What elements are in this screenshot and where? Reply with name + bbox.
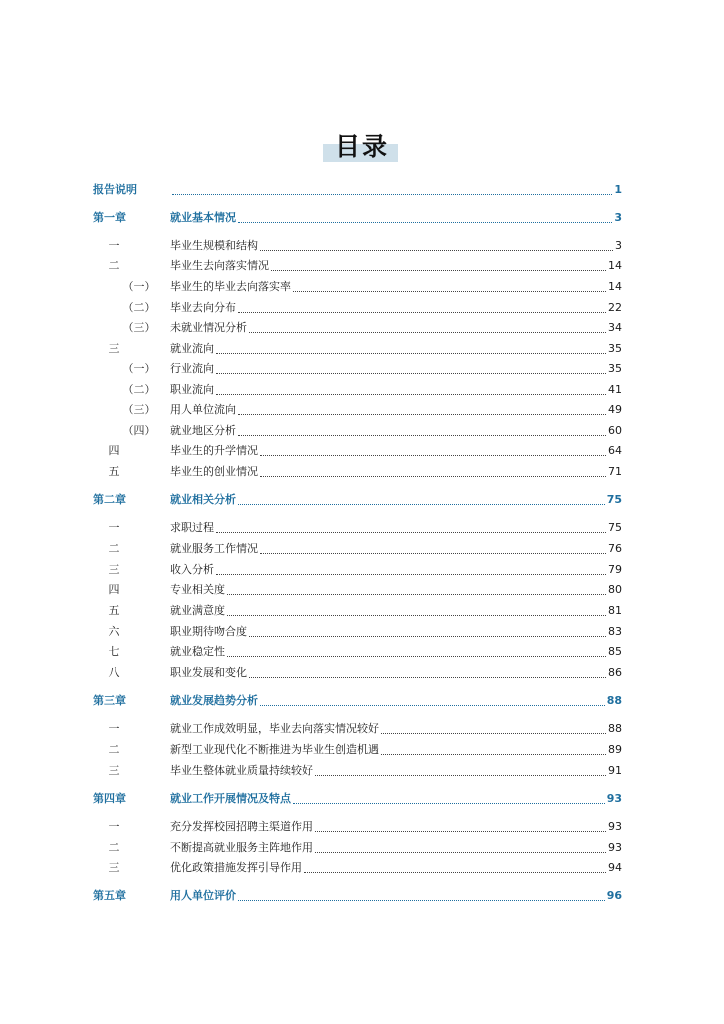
- dot-leader: [260, 447, 606, 456]
- dot-leader: [260, 697, 605, 706]
- toc-entry-page: 91: [608, 764, 622, 777]
- toc-entry-page: 93: [606, 792, 622, 805]
- toc-entry-label: 毕业生的升学情况: [170, 444, 258, 457]
- toc-entry[interactable]: [0, 339, 724, 359]
- toc-entry-label: 毕业生的创业情况: [170, 465, 258, 478]
- toc-entry[interactable]: [0, 539, 724, 559]
- toc-entry-line: [170, 580, 622, 600]
- toc-entry-label: 毕业去向分布: [170, 301, 236, 314]
- dot-leader: [227, 586, 606, 595]
- toc-entry-page: 1: [614, 183, 622, 196]
- dot-leader: [381, 746, 606, 755]
- toc-entry[interactable]: [0, 817, 724, 837]
- toc-entry-page: 89: [608, 743, 622, 756]
- toc-entry-line: [170, 421, 622, 441]
- toc-entry-number: 一: [108, 521, 120, 534]
- toc-entry-page: 88: [606, 694, 622, 707]
- toc-entry[interactable]: [0, 858, 724, 878]
- toc-entry-page: 80: [608, 583, 622, 596]
- dot-leader: [216, 365, 606, 374]
- toc-entry-label: 收入分析: [170, 563, 214, 576]
- toc-entry-line: [170, 601, 622, 621]
- toc-entry-page: 96: [606, 889, 622, 902]
- toc-entry-line: [170, 858, 622, 878]
- toc-entry-label: 未就业情况分析: [170, 321, 247, 334]
- toc-entry-label: 职业期待吻合度: [170, 625, 247, 638]
- toc-entry-label: 求职过程: [170, 521, 214, 534]
- toc-entry-label: 就业稳定性: [170, 645, 225, 658]
- dot-leader: [315, 844, 606, 853]
- dot-leader: [238, 406, 606, 415]
- toc-entry-line: [170, 539, 622, 559]
- toc-entry-page: 93: [608, 841, 622, 854]
- toc-entry-number: 第三章: [93, 694, 126, 707]
- toc-entry-label: 行业流向: [170, 362, 214, 375]
- dot-leader: [381, 725, 606, 734]
- dot-leader: [315, 767, 606, 776]
- toc-entry-label: 就业服务工作情况: [170, 542, 258, 555]
- toc-entry-label: 就业相关分析: [170, 493, 236, 506]
- toc-entry[interactable]: [0, 761, 724, 781]
- toc-entry-number: 第四章: [93, 792, 126, 805]
- dot-leader: [238, 496, 605, 505]
- dot-leader: [260, 545, 606, 554]
- toc-entry-label: 就业地区分析: [170, 424, 236, 437]
- toc-entry-number: 一: [108, 722, 120, 735]
- toc-entry-page: 85: [608, 645, 622, 658]
- toc-entry[interactable]: [0, 740, 724, 760]
- toc-entry-page: 14: [608, 280, 622, 293]
- toc-entry-line: [170, 886, 622, 906]
- dot-leader: [227, 607, 606, 616]
- toc-entry-line: [170, 789, 622, 809]
- dot-leader: [260, 468, 606, 477]
- toc-entry[interactable]: [0, 622, 724, 642]
- toc-entry-number: （三）: [122, 403, 156, 416]
- toc-entry-number: 第二章: [93, 493, 126, 506]
- toc-entry-line: [170, 691, 622, 711]
- toc-entry-page: 14: [608, 259, 622, 272]
- toc-entry-page: 94: [608, 861, 622, 874]
- toc-entry-line: [170, 817, 622, 837]
- dot-leader: [238, 427, 606, 436]
- title-block: [0, 127, 724, 167]
- toc-entry-number: （四）: [122, 424, 156, 437]
- toc-entry-label: 就业满意度: [170, 604, 225, 617]
- toc-entry-number: 七: [108, 645, 120, 658]
- toc-entry[interactable]: [0, 421, 724, 441]
- dot-leader: [260, 242, 613, 251]
- toc-entry-page: 71: [608, 465, 622, 478]
- toc-entry-line: [170, 318, 622, 338]
- toc-entry-page: 83: [608, 625, 622, 638]
- toc-entry[interactable]: [0, 318, 724, 338]
- toc-entry-label: 专业相关度: [170, 583, 225, 596]
- toc-entry-line: [170, 663, 622, 683]
- toc-entry-label: 就业基本情况: [170, 211, 236, 224]
- toc-entry[interactable]: [0, 298, 724, 318]
- toc-entry-page: 22: [608, 301, 622, 314]
- toc-entry-number: 三: [108, 861, 120, 874]
- toc-entry-line: [170, 298, 622, 318]
- toc-entry-page: 60: [608, 424, 622, 437]
- toc-entry-number: 报告说明: [93, 183, 137, 196]
- toc-entry-page: 75: [608, 521, 622, 534]
- toc-entry-label: 毕业生整体就业质量持续较好: [170, 764, 313, 777]
- toc-entry-number: 六: [108, 625, 120, 638]
- toc-entry[interactable]: [0, 642, 724, 662]
- toc-entry[interactable]: [0, 256, 724, 276]
- toc-entry-line: [170, 622, 622, 642]
- toc-entry-line: [170, 490, 622, 510]
- toc-entry[interactable]: [0, 462, 724, 482]
- toc-entry-number: 第一章: [93, 211, 126, 224]
- toc-entry[interactable]: [0, 886, 724, 906]
- toc-entry-number: 一: [108, 239, 120, 252]
- toc-entry-line: [170, 277, 622, 297]
- toc-entry-page: 79: [608, 563, 622, 576]
- toc-entry[interactable]: [0, 208, 724, 228]
- toc-entry-label: 就业工作开展情况及特点: [170, 792, 291, 805]
- toc-entry[interactable]: [0, 838, 724, 858]
- toc-entry-page: 88: [608, 722, 622, 735]
- toc-entry-page: 49: [608, 403, 622, 416]
- toc-entry-number: 二: [108, 542, 120, 555]
- toc-entry-line: [170, 441, 622, 461]
- toc-entry-page: 86: [608, 666, 622, 679]
- toc-entry[interactable]: [0, 441, 724, 461]
- toc-entry-line: [170, 761, 622, 781]
- toc-entry-page: 35: [608, 342, 622, 355]
- toc-entry-number: 三: [108, 764, 120, 777]
- dot-leader: [293, 795, 605, 804]
- toc-entry-page: 76: [608, 542, 622, 555]
- dot-leader: [216, 566, 606, 575]
- toc-entry[interactable]: [0, 380, 724, 400]
- toc-entry-page: 3: [614, 211, 622, 224]
- toc-entry-line: [170, 180, 622, 200]
- toc-entry-label: 毕业生的毕业去向落实率: [170, 280, 291, 293]
- toc-entry-number: 三: [108, 342, 120, 355]
- toc-entry-label: 毕业生规模和结构: [170, 239, 258, 252]
- dot-leader: [315, 823, 606, 832]
- dot-leader: [249, 669, 606, 678]
- dot-leader: [216, 386, 606, 395]
- toc-entry-line: [170, 740, 622, 760]
- toc-entry-number: 二: [108, 743, 120, 756]
- toc-entry-number: 第五章: [93, 889, 126, 902]
- dot-leader: [227, 648, 606, 657]
- toc-entry-page: 41: [608, 383, 622, 396]
- dot-leader: [238, 892, 605, 901]
- toc-entry-line: [170, 719, 622, 739]
- toc-entry-page: 35: [608, 362, 622, 375]
- toc-entry-line: [170, 208, 622, 228]
- dot-leader: [216, 524, 606, 533]
- toc-entry-line: [170, 380, 622, 400]
- toc-entry[interactable]: [0, 400, 724, 420]
- toc-entry[interactable]: [0, 560, 724, 580]
- dot-leader: [238, 214, 612, 223]
- toc-entry-label: 充分发挥校园招聘主渠道作用: [170, 820, 313, 833]
- toc-entry-page: 64: [608, 444, 622, 457]
- toc-entry[interactable]: [0, 789, 724, 809]
- toc-entry[interactable]: [0, 601, 724, 621]
- toc-entry[interactable]: [0, 691, 724, 711]
- toc-entry-number: （二）: [122, 383, 156, 396]
- toc-entry-line: [170, 359, 622, 379]
- toc-entry[interactable]: [0, 277, 724, 297]
- toc-entry-label: 就业流向: [170, 342, 214, 355]
- toc-entry-number: （一）: [122, 362, 156, 375]
- toc-entry[interactable]: [0, 663, 724, 683]
- toc-entry-page: 34: [608, 321, 622, 334]
- dot-leader: [293, 283, 606, 292]
- toc-entry-line: [170, 838, 622, 858]
- toc-entry-number: （一）: [122, 280, 156, 293]
- toc-entry[interactable]: [0, 180, 724, 200]
- toc-entry-label: 职业流向: [170, 383, 214, 396]
- toc-entry-number: （二）: [122, 301, 156, 314]
- toc-entry-label: 用人单位评价: [170, 889, 236, 902]
- toc-entry-number: 四: [108, 444, 120, 457]
- toc-entry-line: [170, 642, 622, 662]
- toc-entry-line: [170, 339, 622, 359]
- dot-leader: [249, 628, 606, 637]
- toc-entry-line: [170, 518, 622, 538]
- toc-entry-page: 75: [606, 493, 622, 506]
- dot-leader: [238, 304, 606, 313]
- toc-entry-line: [170, 236, 622, 256]
- toc-entry-number: 五: [108, 465, 120, 478]
- toc-entry-line: [170, 256, 622, 276]
- toc-entry-label: 就业工作成效明显，毕业去向落实情况较好: [170, 722, 379, 735]
- toc-entry-number: 四: [108, 583, 120, 596]
- toc-entry-number: 三: [108, 563, 120, 576]
- toc-entry-number: （三）: [122, 321, 156, 334]
- toc-entry-page: 93: [608, 820, 622, 833]
- toc-entry[interactable]: [0, 518, 724, 538]
- dot-leader: [249, 324, 606, 333]
- toc-entry-number: 二: [108, 841, 120, 854]
- toc-entry-page: 81: [608, 604, 622, 617]
- toc-entry-label: 毕业生去向落实情况: [170, 259, 269, 272]
- toc-entry-label: 优化政策措施发挥引导作用: [170, 861, 302, 874]
- toc-entry[interactable]: [0, 236, 724, 256]
- toc-entry-number: 五: [108, 604, 120, 617]
- dot-leader: [271, 262, 606, 271]
- toc-entry-page: 3: [615, 239, 622, 252]
- toc-entry[interactable]: [0, 580, 724, 600]
- toc-entry[interactable]: [0, 719, 724, 739]
- dot-leader: [304, 864, 606, 873]
- dot-leader: [216, 345, 606, 354]
- toc-entry-line: [170, 462, 622, 482]
- toc-entry-number: 二: [108, 259, 120, 272]
- toc-entry-label: 不断提高就业服务主阵地作用: [170, 841, 313, 854]
- toc-entry-line: [170, 400, 622, 420]
- toc-entry-line: [170, 560, 622, 580]
- toc-entry-number: 一: [108, 820, 120, 833]
- toc-entry[interactable]: [0, 490, 724, 510]
- toc-entry[interactable]: [0, 359, 724, 379]
- toc-entry-label: 职业发展和变化: [170, 666, 247, 679]
- dot-leader: [172, 186, 612, 195]
- toc-entry-label: 新型工业现代化不断推进为毕业生创造机遇: [170, 743, 379, 756]
- toc-entry-label: 用人单位流向: [170, 403, 236, 416]
- toc-entry-label: 就业发展趋势分析: [170, 694, 258, 707]
- page-title: 目录: [334, 132, 389, 161]
- toc-entry-number: 八: [108, 666, 120, 679]
